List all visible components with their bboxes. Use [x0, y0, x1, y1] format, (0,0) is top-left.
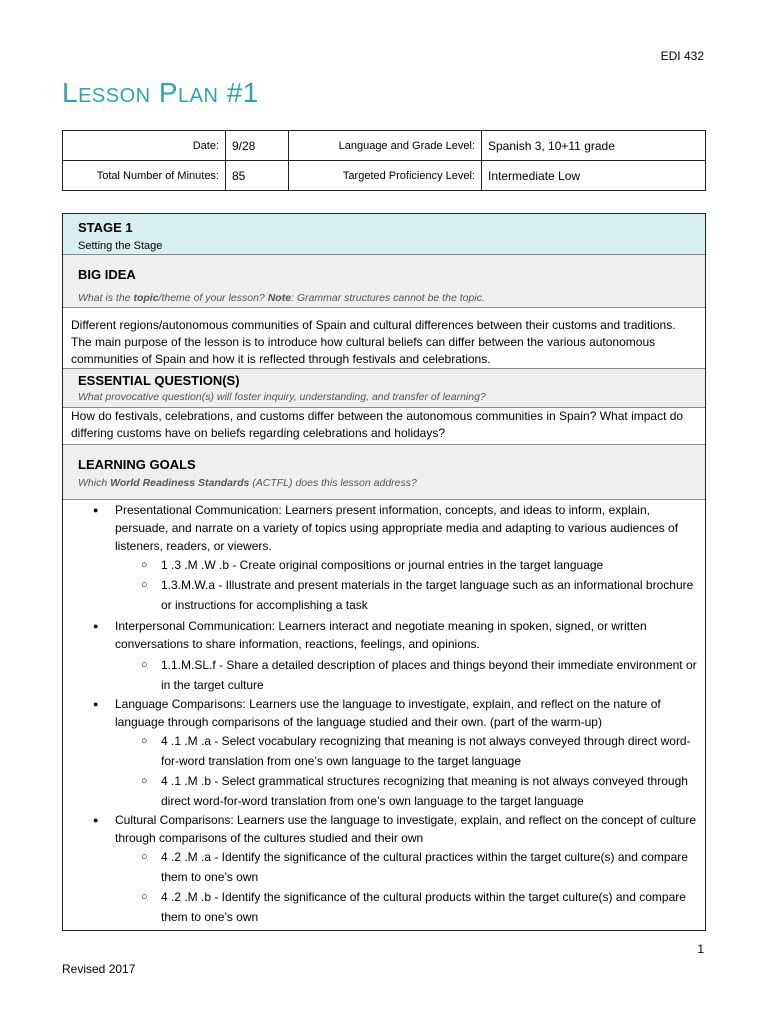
- learning-goals-list: [63, 501, 705, 927]
- list-item: ● Presentational Communication: Learners present information, concepts, and ideas to inform, explain, persuade, and narrate on a variety of topics using appropriate media and adapting to various audiences of listeners, readers, or viewers.: [63, 501, 705, 555]
- date-label: Date:: [63, 131, 226, 161]
- revision-note: Revised 2017: [62, 962, 136, 976]
- language-value: Spanish 3, 10+11 grade: [482, 131, 706, 161]
- proficiency-value: Intermediate Low: [482, 161, 706, 191]
- learning-goals-header: [63, 444, 705, 500]
- big-idea-prompt: What is the topic/theme of your lesson? Note: Grammar structures cannot be the topic.: [78, 292, 485, 304]
- essential-question-answer: [63, 407, 705, 443]
- essential-question-heading: ESSENTIAL QUESTION(S): [78, 373, 240, 388]
- list-item: ○ 4 .2 .M .b - Identify the significance of the cultural products within the target culture(s) and compare them to one’s own: [63, 887, 705, 927]
- list-item: ○ 1 .3 .M .W .b - Create original compositions or journal entries in the target language: [63, 555, 705, 575]
- stage-subtitle: Setting the Stage: [78, 240, 163, 252]
- list-item: ○ 1.1.M.SL.f - Share a detailed description of places and things beyond their immediate environment or in the target culture: [63, 655, 705, 695]
- page-title: Lesson Plan #1: [62, 77, 259, 108]
- essential-question-text: How do festivals, celebrations, and customs differ between the autonomous communities in Spain? What impact do differing customs have on beliefs regarding celebrations and holidays?: [71, 409, 684, 440]
- lesson-info-table: [62, 130, 706, 191]
- big-idea-answer: [63, 317, 705, 369]
- list-item: ● Interpersonal Communication: Learners interact and negotiate meaning in spoken, signed, or written conversations to share information, reactions, feelings, and opinions.: [63, 617, 705, 653]
- list-item: ○ 4 .2 .M .a - Identify the significance of the cultural practices within the target culture(s) and compare them to one’s own: [63, 847, 705, 887]
- stage-header: [63, 214, 705, 255]
- list-item: ○ 1.3.M.W.a - Illustrate and present materials in the target language such as an informational brochure or instructions for accomplishing a task: [63, 575, 705, 615]
- course-code: EDI 432: [660, 49, 704, 63]
- big-idea-heading: BIG IDEA: [78, 267, 136, 282]
- essential-question-prompt: What provocative question(s) will foster inquiry, understanding, and transfer of learning?: [78, 391, 486, 403]
- learning-goals-prompt: Which World Readiness Standards (ACTFL) does this lesson address?: [78, 477, 417, 489]
- big-idea-text: Different regions/autonomous communities of Spain and cultural differences between their customs and traditions. The main purpose of the lesson is to introduce how cultural beliefs can differ between the various autonomous communities of Spain and how it is reflected through festivals and celebrations.: [71, 318, 676, 366]
- learning-goals-heading: LEARNING GOALS: [78, 457, 196, 472]
- stage-section: [62, 213, 706, 931]
- list-item: ● Cultural Comparisons: Learners use the language to investigate, explain, and reflect on the concept of culture through comparisons of the cultures studied and their own: [63, 811, 705, 847]
- stage-title: STAGE 1: [78, 220, 133, 235]
- minutes-value: 85: [226, 161, 289, 191]
- list-item: ○ 4 .1 .M .a - Select vocabulary recognizing that meaning is not always conveyed through direct word-for-word translation from one’s own language to the target language: [63, 731, 705, 771]
- essential-question-header: [63, 368, 705, 408]
- list-item: ● Language Comparisons: Learners use the language to investigate, explain, and reflect on the nature of language through comparisons of the language studied and their own. (part of the warm-up): [63, 695, 705, 731]
- language-label: Language and Grade Level:: [289, 131, 482, 161]
- big-idea-header: [63, 255, 705, 308]
- page-number: 1: [697, 942, 704, 956]
- proficiency-label: Targeted Proficiency Level:: [289, 161, 482, 191]
- date-value: 9/28: [226, 131, 289, 161]
- list-item: ○ 4 .1 .M .b - Select grammatical structures recognizing that meaning is not always conveyed through direct word-for-word translation from one’s own language to the target language: [63, 771, 705, 811]
- minutes-label: Total Number of Minutes:: [63, 161, 226, 191]
